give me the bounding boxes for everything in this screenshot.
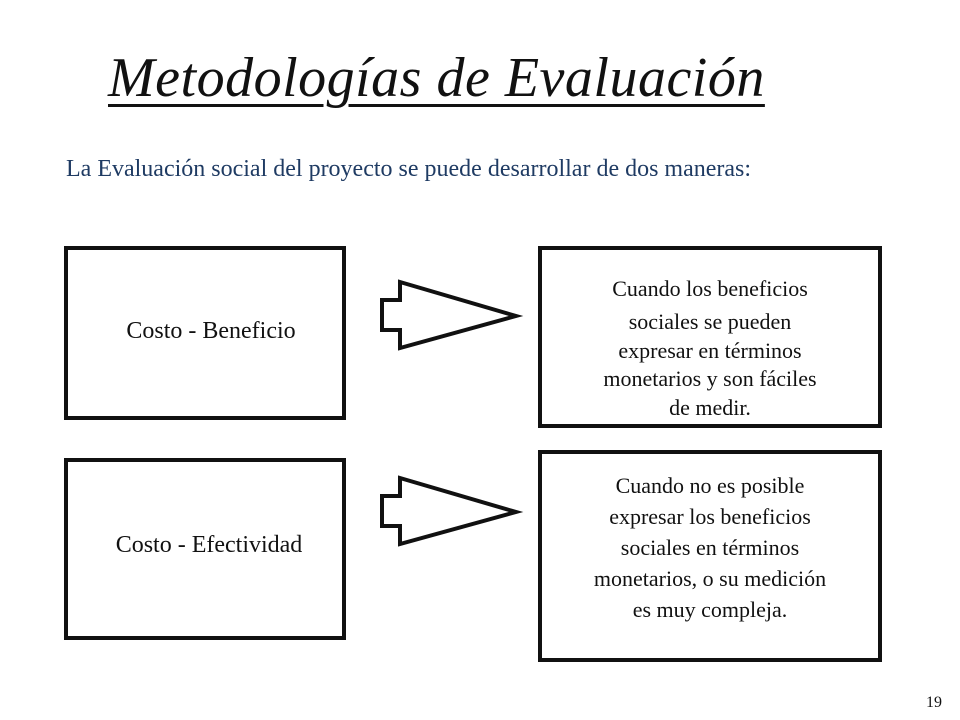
description-line: Cuando los beneficios — [612, 276, 808, 301]
intro-text: La Evaluación social del proyecto se puede desarrollar de dos maneras: — [66, 156, 752, 182]
slide-title: Metodologías de Evaluación — [108, 47, 765, 109]
method-label: Costo - Beneficio — [126, 317, 296, 344]
right-arrow-icon — [378, 270, 528, 360]
description-line: sociales en términos — [620, 535, 800, 560]
description-line: expresar los beneficios — [609, 504, 811, 529]
method-box-costo-beneficio — [64, 246, 346, 420]
description-box-costo-efectividad — [538, 450, 882, 662]
description-box-costo-beneficio — [538, 246, 882, 428]
method-box-costo-efectividad — [64, 458, 346, 640]
description-line: es muy compleja. — [632, 597, 788, 622]
method-label: Costo - Efectividad — [115, 531, 303, 558]
description-line: sociales se pueden — [628, 309, 792, 334]
description-line: monetarios y son fáciles — [603, 366, 817, 391]
description-line: Cuando no es posible — [615, 473, 805, 498]
page-number: 19 — [926, 694, 942, 711]
description-line: expresar en términos — [618, 338, 802, 363]
description-line: monetarios, o su medición — [593, 566, 827, 591]
description-line: de medir. — [669, 395, 751, 420]
right-arrow-icon — [378, 466, 528, 556]
